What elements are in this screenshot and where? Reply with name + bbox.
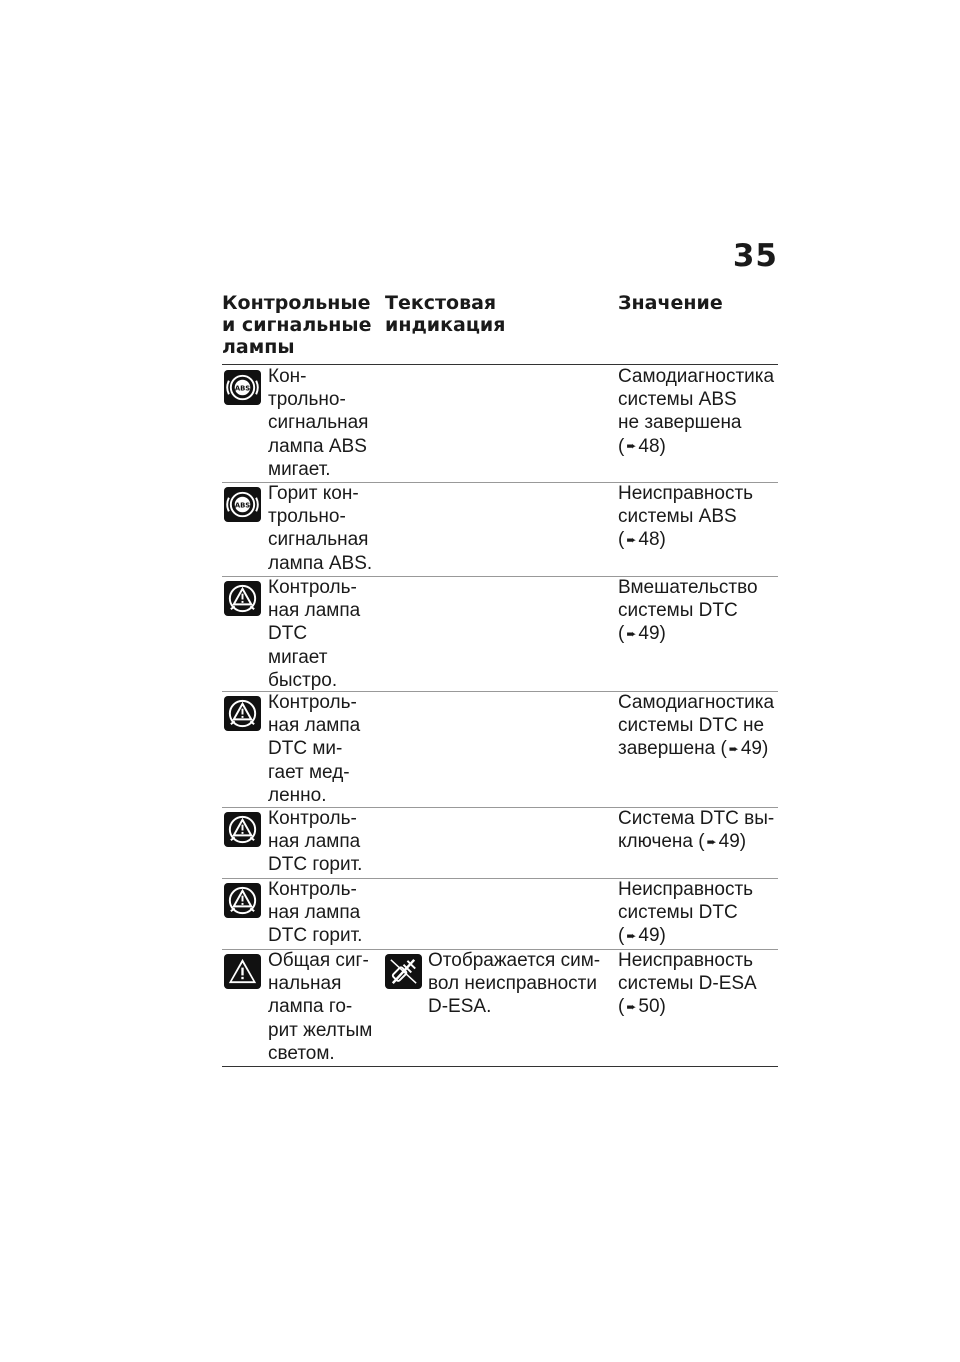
dtc-warning-icon [223,580,262,617]
header-meaning: Значение [618,292,723,314]
page-reference[interactable]: 49) [638,623,666,645]
dtc-warning-icon [223,695,262,732]
meaning [618,878,783,948]
arrow-icon: ➨ [626,532,637,547]
meaning-text: Неисправность системы D-ESA ( [618,950,757,1018]
page-reference[interactable]: 48) [638,529,666,551]
page-reference[interactable]: 48) [638,435,666,457]
page-reference[interactable]: 50) [638,996,666,1018]
svg-text:ABS: ABS [234,384,251,393]
meaning [618,691,783,761]
meaning-text: Самодиагностика системы DTC не завершена ( [618,692,775,760]
meaning-text: Неисправность системы ABS ( [618,483,754,551]
meaning-text: Система DTC вы- ключена ( [618,808,775,853]
meaning [618,482,783,552]
abs-warning-icon [223,369,262,406]
meaning-text: Вмешательство системы DTC ( [618,577,758,645]
lamp-description: Кон- трольно- сигнальная лампа ABS мигает. [268,366,369,480]
meaning [618,365,783,458]
page-reference[interactable]: 49) [718,831,747,853]
desa-fault-icon [384,953,423,990]
lamp-description: Горит кон- трольно- сигнальная лампа ABS. [268,483,373,574]
meaning [618,807,783,854]
arrow-icon: ➨ [626,999,637,1014]
lamp-description: Общая сиг- нальная лампа го- рит желтым светом. [268,950,373,1064]
arrow-icon: ➨ [626,928,637,943]
header-lamps: Контрольные и сигнальные лампы [222,292,372,358]
meaning-text: Самодиагностика системы ABS не завершена ( [618,366,775,457]
lamp-description: Контроль- ная лампа DTC ми- гает мед- ленно. [268,692,361,806]
general-warning-icon [223,953,262,990]
arrow-icon: ➨ [626,626,637,641]
table-bottom-rule [222,1066,778,1067]
page-reference[interactable]: 49) [740,738,769,760]
page-number: 35 [732,238,778,274]
meaning-text: Неисправность системы DTC ( [618,879,754,947]
lamp-description: Контроль- ная лампа DTC мигает быстро. [268,577,361,691]
page-reference[interactable]: 49) [638,925,666,947]
arrow-icon: ➨ [728,741,739,756]
dtc-warning-icon [223,811,262,848]
text-indication: Отображается сим- вол неисправности D-ESA. [428,950,601,1018]
arrow-icon: ➨ [706,834,717,849]
arrow-icon: ➨ [626,438,637,453]
svg-text:ABS: ABS [234,501,251,510]
abs-warning-icon [223,486,262,523]
header-text-indication: Текстовая индикация [385,292,506,336]
meaning [618,949,783,1019]
meaning [618,576,783,646]
lamp-description: Контроль- ная лампа DTC горит. [268,879,363,947]
dtc-warning-icon [223,882,262,919]
lamp-description: Контроль- ная лампа DTC горит. [268,808,363,876]
